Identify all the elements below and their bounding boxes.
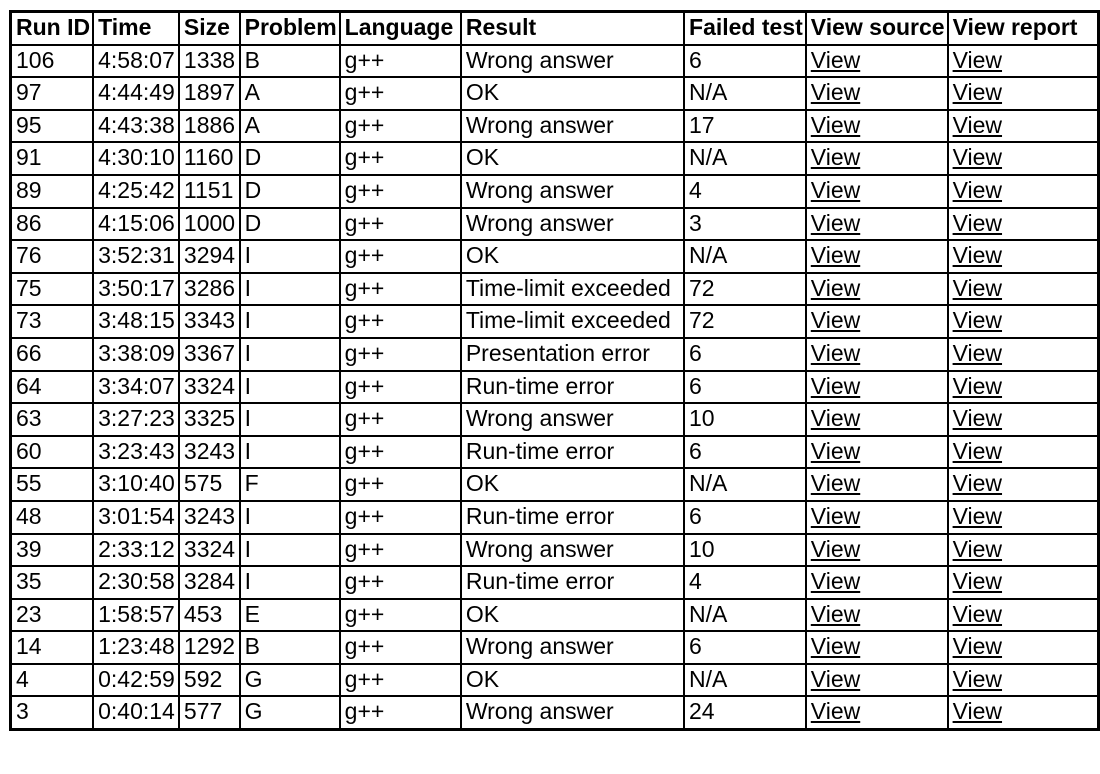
time-cell: 4:25:42 bbox=[93, 175, 179, 208]
table-row bbox=[11, 696, 1099, 729]
view-report-link[interactable]: View bbox=[952, 600, 1003, 627]
time-cell: 4:44:49 bbox=[93, 77, 179, 110]
language-cell: g++ bbox=[340, 175, 461, 208]
column-header-size: Size bbox=[179, 12, 240, 45]
table-row bbox=[11, 501, 1099, 534]
size-cell: 3325 bbox=[179, 403, 240, 436]
result-cell: Wrong answer bbox=[461, 208, 684, 241]
problem-cell: I bbox=[240, 371, 340, 404]
problem-cell: I bbox=[240, 240, 340, 273]
failed-test-cell: 6 bbox=[684, 436, 806, 469]
run-id-cell: 106 bbox=[11, 45, 94, 78]
view-report-cell bbox=[948, 45, 1099, 78]
column-header-run-id: Run ID bbox=[11, 12, 94, 45]
view-report-link[interactable]: View bbox=[952, 633, 1003, 660]
view-source-cell bbox=[806, 77, 948, 110]
view-source-cell bbox=[806, 110, 948, 143]
language-cell: g++ bbox=[340, 599, 461, 632]
view-report-cell bbox=[948, 77, 1099, 110]
view-source-cell bbox=[806, 371, 948, 404]
size-cell: 1338 bbox=[179, 45, 240, 78]
run-id-cell: 89 bbox=[11, 175, 94, 208]
result-cell: Presentation error bbox=[461, 338, 684, 371]
language-cell: g++ bbox=[340, 305, 461, 338]
submissions-table bbox=[9, 10, 1100, 731]
view-report-cell bbox=[948, 175, 1099, 208]
language-cell: g++ bbox=[340, 501, 461, 534]
view-report-cell bbox=[948, 534, 1099, 567]
view-source-cell bbox=[806, 240, 948, 273]
failed-test-cell: 10 bbox=[684, 403, 806, 436]
view-source-link[interactable]: View bbox=[810, 79, 861, 106]
view-source-link[interactable]: View bbox=[810, 665, 861, 692]
table-row bbox=[11, 142, 1099, 175]
language-cell: g++ bbox=[340, 77, 461, 110]
result-cell: Wrong answer bbox=[461, 534, 684, 567]
view-source-cell bbox=[806, 631, 948, 664]
run-id-cell: 76 bbox=[11, 240, 94, 273]
view-report-link[interactable]: View bbox=[952, 405, 1003, 432]
view-source-cell bbox=[806, 403, 948, 436]
view-report-link[interactable]: View bbox=[952, 568, 1003, 595]
size-cell: 3286 bbox=[179, 273, 240, 306]
time-cell: 1:23:48 bbox=[93, 631, 179, 664]
problem-cell: I bbox=[240, 273, 340, 306]
view-report-link[interactable]: View bbox=[952, 46, 1003, 73]
failed-test-cell: 24 bbox=[684, 696, 806, 729]
view-source-link[interactable]: View bbox=[810, 144, 861, 171]
table-row bbox=[11, 468, 1099, 501]
view-source-link[interactable]: View bbox=[810, 339, 861, 366]
view-source-cell bbox=[806, 566, 948, 599]
view-source-link[interactable]: View bbox=[810, 437, 861, 464]
view-source-link[interactable]: View bbox=[810, 535, 861, 562]
view-source-cell bbox=[806, 338, 948, 371]
view-report-cell bbox=[948, 403, 1099, 436]
header-row bbox=[11, 12, 1099, 45]
time-cell: 0:40:14 bbox=[93, 696, 179, 729]
size-cell: 3343 bbox=[179, 305, 240, 338]
view-report-link[interactable]: View bbox=[952, 470, 1003, 497]
run-id-cell: 97 bbox=[11, 77, 94, 110]
language-cell: g++ bbox=[340, 696, 461, 729]
table-row bbox=[11, 77, 1099, 110]
failed-test-cell: 6 bbox=[684, 501, 806, 534]
failed-test-cell: N/A bbox=[684, 664, 806, 697]
view-source-cell bbox=[806, 696, 948, 729]
view-source-cell bbox=[806, 305, 948, 338]
failed-test-cell: 4 bbox=[684, 175, 806, 208]
view-report-link[interactable]: View bbox=[952, 665, 1003, 692]
result-cell: OK bbox=[461, 664, 684, 697]
run-id-cell: 75 bbox=[11, 273, 94, 306]
problem-cell: I bbox=[240, 534, 340, 567]
time-cell: 2:33:12 bbox=[93, 534, 179, 567]
time-cell: 4:30:10 bbox=[93, 142, 179, 175]
problem-cell: I bbox=[240, 403, 340, 436]
table-row bbox=[11, 240, 1099, 273]
view-report-link[interactable]: View bbox=[952, 242, 1003, 269]
view-source-cell bbox=[806, 664, 948, 697]
run-id-cell: 63 bbox=[11, 403, 94, 436]
column-header-time: Time bbox=[93, 12, 179, 45]
language-cell: g++ bbox=[340, 403, 461, 436]
view-report-cell bbox=[948, 273, 1099, 306]
language-cell: g++ bbox=[340, 436, 461, 469]
view-source-link[interactable]: View bbox=[810, 274, 861, 301]
problem-cell: B bbox=[240, 45, 340, 78]
run-id-cell: 66 bbox=[11, 338, 94, 371]
size-cell: 1000 bbox=[179, 208, 240, 241]
problem-cell: I bbox=[240, 305, 340, 338]
view-report-cell bbox=[948, 305, 1099, 338]
time-cell: 0:42:59 bbox=[93, 664, 179, 697]
problem-cell: F bbox=[240, 468, 340, 501]
result-cell: Run-time error bbox=[461, 566, 684, 599]
size-cell: 1897 bbox=[179, 77, 240, 110]
result-cell: Wrong answer bbox=[461, 175, 684, 208]
view-source-link[interactable]: View bbox=[810, 111, 861, 138]
problem-cell: I bbox=[240, 566, 340, 599]
view-source-link[interactable]: View bbox=[810, 405, 861, 432]
language-cell: g++ bbox=[340, 566, 461, 599]
view-source-link[interactable]: View bbox=[810, 470, 861, 497]
view-source-link[interactable]: View bbox=[810, 176, 861, 203]
run-id-cell: 91 bbox=[11, 142, 94, 175]
language-cell: g++ bbox=[340, 240, 461, 273]
language-cell: g++ bbox=[340, 664, 461, 697]
size-cell: 1151 bbox=[179, 175, 240, 208]
result-cell: OK bbox=[461, 599, 684, 632]
time-cell: 3:23:43 bbox=[93, 436, 179, 469]
failed-test-cell: 3 bbox=[684, 208, 806, 241]
problem-cell: I bbox=[240, 501, 340, 534]
language-cell: g++ bbox=[340, 208, 461, 241]
size-cell: 3324 bbox=[179, 371, 240, 404]
view-report-link[interactable]: View bbox=[952, 437, 1003, 464]
run-id-cell: 64 bbox=[11, 371, 94, 404]
view-report-cell bbox=[948, 208, 1099, 241]
view-report-link[interactable]: View bbox=[952, 111, 1003, 138]
problem-cell: G bbox=[240, 664, 340, 697]
time-cell: 3:01:54 bbox=[93, 501, 179, 534]
result-cell: Run-time error bbox=[461, 436, 684, 469]
size-cell: 575 bbox=[179, 468, 240, 501]
result-cell: Wrong answer bbox=[461, 45, 684, 78]
result-cell: Run-time error bbox=[461, 371, 684, 404]
size-cell: 3243 bbox=[179, 501, 240, 534]
time-cell: 3:48:15 bbox=[93, 305, 179, 338]
view-report-cell bbox=[948, 696, 1099, 729]
result-cell: Wrong answer bbox=[461, 403, 684, 436]
run-id-cell: 55 bbox=[11, 468, 94, 501]
table-row bbox=[11, 566, 1099, 599]
failed-test-cell: 72 bbox=[684, 273, 806, 306]
view-report-link[interactable]: View bbox=[952, 144, 1003, 171]
failed-test-cell: N/A bbox=[684, 468, 806, 501]
language-cell: g++ bbox=[340, 468, 461, 501]
size-cell: 453 bbox=[179, 599, 240, 632]
table-row bbox=[11, 534, 1099, 567]
view-report-cell bbox=[948, 631, 1099, 664]
size-cell: 3367 bbox=[179, 338, 240, 371]
failed-test-cell: 4 bbox=[684, 566, 806, 599]
language-cell: g++ bbox=[340, 371, 461, 404]
column-header-problem: Problem bbox=[240, 12, 340, 45]
view-source-cell bbox=[806, 436, 948, 469]
time-cell: 3:52:31 bbox=[93, 240, 179, 273]
language-cell: g++ bbox=[340, 338, 461, 371]
time-cell: 2:30:58 bbox=[93, 566, 179, 599]
run-id-cell: 35 bbox=[11, 566, 94, 599]
view-report-link[interactable]: View bbox=[952, 339, 1003, 366]
view-source-cell bbox=[806, 208, 948, 241]
failed-test-cell: 17 bbox=[684, 110, 806, 143]
time-cell: 3:27:23 bbox=[93, 403, 179, 436]
view-source-cell bbox=[806, 468, 948, 501]
view-report-link[interactable]: View bbox=[952, 372, 1003, 399]
failed-test-cell: 6 bbox=[684, 338, 806, 371]
table-row bbox=[11, 273, 1099, 306]
view-report-cell bbox=[948, 371, 1099, 404]
problem-cell: A bbox=[240, 110, 340, 143]
problem-cell: I bbox=[240, 436, 340, 469]
table-row bbox=[11, 305, 1099, 338]
time-cell: 3:10:40 bbox=[93, 468, 179, 501]
size-cell: 1292 bbox=[179, 631, 240, 664]
time-cell: 4:58:07 bbox=[93, 45, 179, 78]
view-report-cell bbox=[948, 664, 1099, 697]
failed-test-cell: N/A bbox=[684, 142, 806, 175]
failed-test-cell: 6 bbox=[684, 45, 806, 78]
size-cell: 3243 bbox=[179, 436, 240, 469]
view-source-link[interactable]: View bbox=[810, 502, 861, 529]
run-id-cell: 60 bbox=[11, 436, 94, 469]
problem-cell: D bbox=[240, 142, 340, 175]
view-source-link[interactable]: View bbox=[810, 633, 861, 660]
size-cell: 3294 bbox=[179, 240, 240, 273]
column-header-view-source: View source bbox=[806, 12, 948, 45]
size-cell: 592 bbox=[179, 664, 240, 697]
time-cell: 4:43:38 bbox=[93, 110, 179, 143]
column-header-language: Language bbox=[340, 12, 461, 45]
failed-test-cell: 72 bbox=[684, 305, 806, 338]
view-report-link[interactable]: View bbox=[952, 535, 1003, 562]
problem-cell: G bbox=[240, 696, 340, 729]
table-row bbox=[11, 45, 1099, 78]
table-row bbox=[11, 338, 1099, 371]
run-id-cell: 23 bbox=[11, 599, 94, 632]
view-report-link[interactable]: View bbox=[952, 307, 1003, 334]
view-source-cell bbox=[806, 142, 948, 175]
view-source-cell bbox=[806, 599, 948, 632]
size-cell: 577 bbox=[179, 696, 240, 729]
failed-test-cell: 6 bbox=[684, 631, 806, 664]
language-cell: g++ bbox=[340, 631, 461, 664]
failed-test-cell: 10 bbox=[684, 534, 806, 567]
result-cell: OK bbox=[461, 77, 684, 110]
run-id-cell: 48 bbox=[11, 501, 94, 534]
table-row bbox=[11, 403, 1099, 436]
view-source-link[interactable]: View bbox=[810, 568, 861, 595]
view-report-cell bbox=[948, 566, 1099, 599]
table-row bbox=[11, 110, 1099, 143]
size-cell: 1160 bbox=[179, 142, 240, 175]
run-id-cell: 86 bbox=[11, 208, 94, 241]
view-source-link[interactable]: View bbox=[810, 46, 861, 73]
view-report-cell bbox=[948, 468, 1099, 501]
view-report-cell bbox=[948, 501, 1099, 534]
view-report-cell bbox=[948, 338, 1099, 371]
language-cell: g++ bbox=[340, 142, 461, 175]
time-cell: 1:58:57 bbox=[93, 599, 179, 632]
view-source-cell bbox=[806, 273, 948, 306]
view-source-cell bbox=[806, 45, 948, 78]
time-cell: 3:34:07 bbox=[93, 371, 179, 404]
view-report-cell bbox=[948, 110, 1099, 143]
view-report-link[interactable]: View bbox=[952, 698, 1003, 725]
table-body bbox=[11, 45, 1099, 730]
failed-test-cell: N/A bbox=[684, 240, 806, 273]
run-id-cell: 14 bbox=[11, 631, 94, 664]
result-cell: Wrong answer bbox=[461, 110, 684, 143]
result-cell: OK bbox=[461, 240, 684, 273]
problem-cell: I bbox=[240, 338, 340, 371]
run-id-cell: 3 bbox=[11, 696, 94, 729]
view-source-cell bbox=[806, 175, 948, 208]
table-row bbox=[11, 175, 1099, 208]
result-cell: Wrong answer bbox=[461, 631, 684, 664]
view-report-link[interactable]: View bbox=[952, 176, 1003, 203]
table-row bbox=[11, 631, 1099, 664]
view-source-cell bbox=[806, 501, 948, 534]
problem-cell: D bbox=[240, 175, 340, 208]
run-id-cell: 73 bbox=[11, 305, 94, 338]
view-source-link[interactable]: View bbox=[810, 209, 861, 236]
language-cell: g++ bbox=[340, 273, 461, 306]
table-row bbox=[11, 371, 1099, 404]
language-cell: g++ bbox=[340, 45, 461, 78]
result-cell: Wrong answer bbox=[461, 696, 684, 729]
problem-cell: B bbox=[240, 631, 340, 664]
table-row bbox=[11, 599, 1099, 632]
view-report-link[interactable]: View bbox=[952, 209, 1003, 236]
view-source-link[interactable]: View bbox=[810, 307, 861, 334]
time-cell: 3:38:09 bbox=[93, 338, 179, 371]
view-report-link[interactable]: View bbox=[952, 274, 1003, 301]
problem-cell: D bbox=[240, 208, 340, 241]
view-source-link[interactable]: View bbox=[810, 372, 861, 399]
view-report-cell bbox=[948, 436, 1099, 469]
view-report-link[interactable]: View bbox=[952, 79, 1003, 106]
size-cell: 1886 bbox=[179, 110, 240, 143]
table-row bbox=[11, 208, 1099, 241]
size-cell: 3324 bbox=[179, 534, 240, 567]
result-cell: Time-limit exceeded bbox=[461, 273, 684, 306]
time-cell: 4:15:06 bbox=[93, 208, 179, 241]
failed-test-cell: 6 bbox=[684, 371, 806, 404]
result-cell: Time-limit exceeded bbox=[461, 305, 684, 338]
run-id-cell: 95 bbox=[11, 110, 94, 143]
view-source-cell bbox=[806, 534, 948, 567]
column-header-result: Result bbox=[461, 12, 684, 45]
table-row bbox=[11, 664, 1099, 697]
result-cell: Run-time error bbox=[461, 501, 684, 534]
view-report-link[interactable]: View bbox=[952, 502, 1003, 529]
view-source-link[interactable]: View bbox=[810, 698, 861, 725]
time-cell: 3:50:17 bbox=[93, 273, 179, 306]
run-id-cell: 4 bbox=[11, 664, 94, 697]
language-cell: g++ bbox=[340, 534, 461, 567]
result-cell: OK bbox=[461, 468, 684, 501]
view-report-cell bbox=[948, 142, 1099, 175]
problem-cell: E bbox=[240, 599, 340, 632]
language-cell: g++ bbox=[340, 110, 461, 143]
column-header-failed-test: Failed test bbox=[684, 12, 806, 45]
view-source-link[interactable]: View bbox=[810, 600, 861, 627]
column-header-view-report: View report bbox=[948, 12, 1099, 45]
view-report-cell bbox=[948, 240, 1099, 273]
view-source-link[interactable]: View bbox=[810, 242, 861, 269]
table-row bbox=[11, 436, 1099, 469]
result-cell: OK bbox=[461, 142, 684, 175]
view-report-cell bbox=[948, 599, 1099, 632]
size-cell: 3284 bbox=[179, 566, 240, 599]
run-id-cell: 39 bbox=[11, 534, 94, 567]
problem-cell: A bbox=[240, 77, 340, 110]
failed-test-cell: N/A bbox=[684, 599, 806, 632]
failed-test-cell: N/A bbox=[684, 77, 806, 110]
